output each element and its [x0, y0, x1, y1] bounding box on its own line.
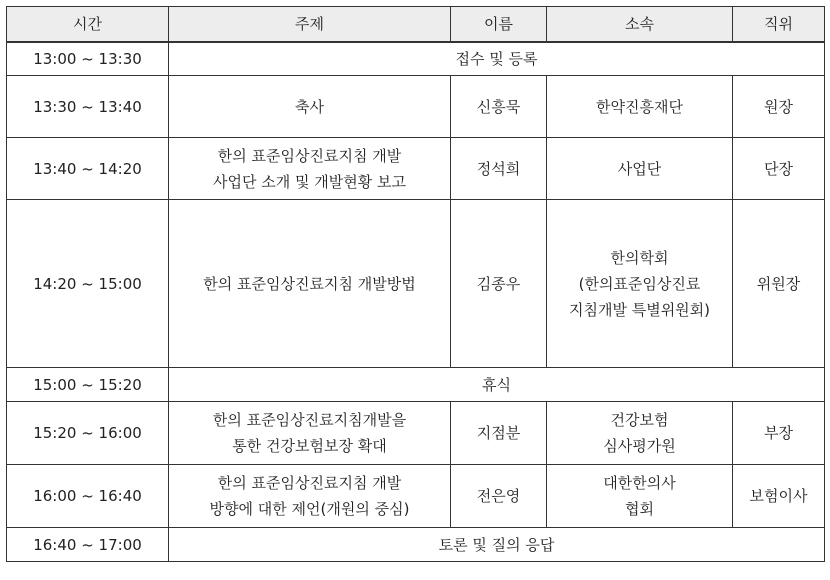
table-row: [7, 465, 825, 528]
time-cell: 14:20 ~ 15:00: [7, 200, 169, 368]
time-cell: 15:20 ~ 16:00: [7, 402, 169, 465]
time-cell: 16:40 ~ 17:00: [7, 528, 169, 562]
affiliation-line: 건강보험: [610, 411, 669, 429]
position-cell: 원장: [733, 76, 825, 138]
position-cell: 단장: [733, 138, 825, 200]
header-subject: 주제: [169, 7, 451, 42]
affiliation-line: 지침개발 특별위원회): [568, 300, 711, 319]
affiliation-line: 심사평가원: [603, 437, 676, 455]
name-cell: 신흥묵: [451, 76, 547, 138]
subject-line: 한의 표준임상진료지침개발을: [212, 411, 407, 429]
affiliation-cell: [547, 465, 733, 528]
schedule-table: [6, 6, 825, 562]
span-cell: 휴식: [169, 368, 825, 402]
affiliation-line: 한의학회: [610, 248, 669, 267]
table-row: [7, 368, 825, 402]
span-cell: 토론 및 질의 응답: [169, 528, 825, 562]
subject-line: 한의 표준임상진료지침 개발: [217, 146, 402, 165]
table-row: [7, 402, 825, 465]
time-cell: 13:40 ~ 14:20: [7, 138, 169, 200]
position-cell: 보험이사: [733, 465, 825, 528]
name-cell: 전은영: [451, 465, 547, 528]
subject-cell: [169, 402, 451, 465]
subject-line: 방향에 대한 제언(개원의 중심): [209, 500, 410, 518]
name-cell: 지점분: [451, 402, 547, 465]
header-name: 이름: [451, 7, 547, 42]
affiliation-line: 한약진흥재단: [596, 97, 683, 116]
subject-line: 한의 표준임상진료지침 개발: [217, 474, 402, 492]
affiliation-line: 대한한의사: [603, 474, 676, 492]
position-cell: 부장: [733, 402, 825, 465]
affiliation-cell: [547, 402, 733, 465]
subject-line: 축사: [295, 97, 324, 116]
time-cell: 16:00 ~ 16:40: [7, 465, 169, 528]
header-time: 시간: [7, 7, 169, 42]
table-row: [7, 42, 825, 76]
header-position: 직위: [733, 7, 825, 42]
subject-line: 사업단 소개 및 개발현황 보고: [213, 172, 406, 191]
position-cell: 위원장: [733, 200, 825, 368]
subject-cell: [169, 200, 451, 368]
time-cell: 13:30 ~ 13:40: [7, 76, 169, 138]
table-row: [7, 76, 825, 138]
table-row: [7, 528, 825, 562]
header-row: [7, 7, 825, 42]
name-cell: 정석희: [451, 138, 547, 200]
affiliation-line: (한의표준임상진료: [578, 274, 701, 293]
time-cell: 15:00 ~ 15:20: [7, 368, 169, 402]
subject-line: 한의 표준임상진료지침 개발방법: [203, 274, 416, 293]
subject-cell: [169, 465, 451, 528]
program-schedule: [6, 6, 824, 562]
subject-line: 통한 건강보험보장 확대: [232, 437, 387, 455]
table-row: [7, 138, 825, 200]
subject-cell: [169, 76, 451, 138]
affiliation-cell: [547, 200, 733, 368]
name-cell: 김종우: [451, 200, 547, 368]
affiliation-cell: [547, 138, 733, 200]
span-cell: 접수 및 등록: [169, 42, 825, 76]
affiliation-line: 협회: [625, 500, 654, 518]
subject-cell: [169, 138, 451, 200]
affiliation-cell: [547, 76, 733, 138]
header-affiliation: 소속: [547, 7, 733, 42]
table-row: [7, 200, 825, 368]
time-cell: 13:00 ~ 13:30: [7, 42, 169, 76]
affiliation-line: 사업단: [617, 159, 662, 178]
